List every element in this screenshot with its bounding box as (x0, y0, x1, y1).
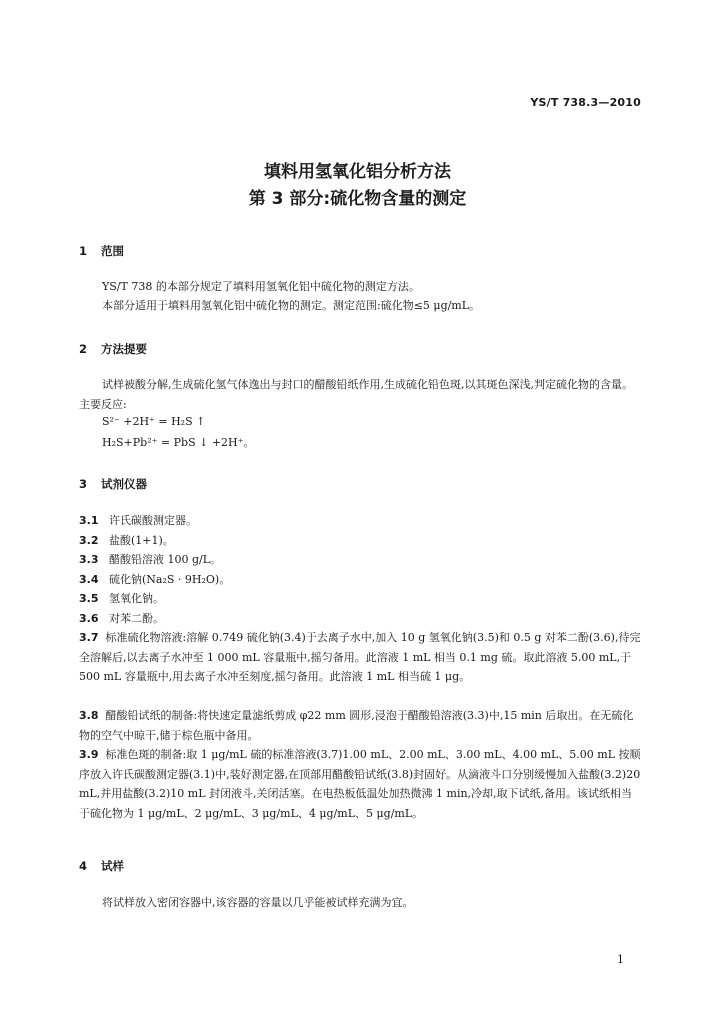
item-text: 氢氧化钠。 (109, 592, 164, 605)
section-3-heading (79, 476, 147, 492)
section-2-title: 方法提要 (101, 342, 147, 356)
item-3-7-number: 3.7 (79, 631, 99, 644)
item-number: 3.6 (79, 611, 99, 625)
item-3-8-number: 3.8 (79, 709, 99, 722)
title-line-2: 第 3 部分:硫化物含量的测定 (248, 189, 467, 209)
item-3-9-number: 3.9 (79, 748, 99, 761)
list-item (79, 511, 642, 531)
section-4-title: 试样 (101, 859, 124, 873)
item-text: 许氏碳酸测定器。 (109, 514, 197, 527)
section-2-heading (79, 341, 147, 357)
section-2-para-1: 试样被酸分解,生成硫化氢气体逸出与封口的醋酸铅纸作用,生成硫化铅色斑,以其斑色深浅,判定硫化物的含量。主要反应: (79, 378, 633, 411)
item-3-7 (79, 628, 642, 687)
list-item (79, 550, 642, 570)
section-3-title: 试剂仪器 (101, 477, 147, 491)
item-number: 3.5 (79, 592, 99, 605)
item-text: 对苯二酚。 (109, 611, 164, 625)
item-number: 3.4 (79, 572, 99, 586)
section-1-title: 范围 (101, 244, 124, 258)
item-3-9-text: 标准色斑的制备:取 1 μg/mL 硫的标准溶液(3.7)1.00 mL、2.00 mL、3.00 mL、4.00 mL、5.00 mL 按顺序放入许氏碳酸测定器(3.1)中,装好测定器,在顶部用醋酸铅试纸(3.8)封固好。从滴液斗口分别缓慢加入盐酸(3.2)20 mL,并用盐酸(3.2)10 mL 封闭液斗,关闭活塞。在电热板低温处加热微沸 1 min,冷却,取下试纸,备用。该试纸相当于硫化物为 1 μg/mL、2 μg/mL、3 μg/mL、4 μg/mL、5 μg/mL。 (79, 748, 644, 820)
item-3-9 (79, 745, 642, 823)
item-3-8 (79, 706, 642, 745)
item-3-7-text: 标准硫化物溶液:溶解 0.749 硫化钠(3.4)于去离子水中,加入 10 g 氢氧化钠(3.5)和 0.5 g 对苯二酚(3.6),待完全溶解后,以去离子水冲至 1 000 mL 容量瓶中,摇匀备用。此溶液 1 mL 相当 0.1 mg 硫。取此溶液 5.00 mL,于 500 mL 容量瓶中,用去离子水冲至刻度,摇匀备用。此溶液 1 mL 相当硫 1 μg。 (79, 631, 641, 683)
section-1-heading (79, 243, 124, 259)
item-text: 硫化钠(Na₂S · 9H₂O)。 (109, 572, 231, 586)
item-text: 盐酸(1+1)。 (109, 533, 174, 547)
title-line-1: 填料用氢氧化铝分析方法 (264, 162, 451, 182)
standard-code: YS/T 738.3—2010 (530, 96, 641, 109)
item-number: 3.3 (79, 553, 99, 566)
list-item (79, 609, 642, 629)
section-2-number: 2 (79, 342, 88, 356)
section-1-para-1: YS/T 738 的本部分规定了填料用氢氧化铝中硫化物的测定方法。 (102, 280, 420, 293)
list-item (79, 570, 642, 590)
item-text: 醋酸铅溶液 100 g/L。 (109, 553, 222, 566)
section-1-para-2: 本部分适用于填料用氢氧化铝中硫化物的测定。测定范围:硫化物≤5 μg/mL。 (102, 299, 481, 312)
item-number: 3.1 (79, 514, 99, 527)
section-1-number: 1 (79, 244, 88, 258)
section-4-number: 4 (79, 859, 88, 873)
section-4-heading (79, 858, 124, 874)
page-number: 1 (617, 953, 624, 966)
list-item (79, 531, 642, 551)
section-3-number: 3 (79, 477, 88, 491)
item-3-8-text: 醋酸铅试纸的制备:将快速定量滤纸剪成 φ22 mm 圆形,浸泡于醋酸铅溶液(3.3)中,15 min 后取出。在无硫化物的空气中晾干,储于棕色瓶中备用。 (79, 709, 634, 742)
reagent-list (79, 511, 642, 628)
section-4-para-1: 将试样放入密闭容器中,该容器的容量以几乎能被试样充满为宜。 (102, 896, 414, 909)
item-number: 3.2 (79, 533, 99, 547)
list-item (79, 589, 642, 609)
reaction-equation-2: H₂S+Pb²⁺ = PbS ↓ +2H⁺。 (102, 436, 255, 449)
reaction-equation-1: S²⁻ +2H⁺ = H₂S ↑ (102, 415, 206, 428)
